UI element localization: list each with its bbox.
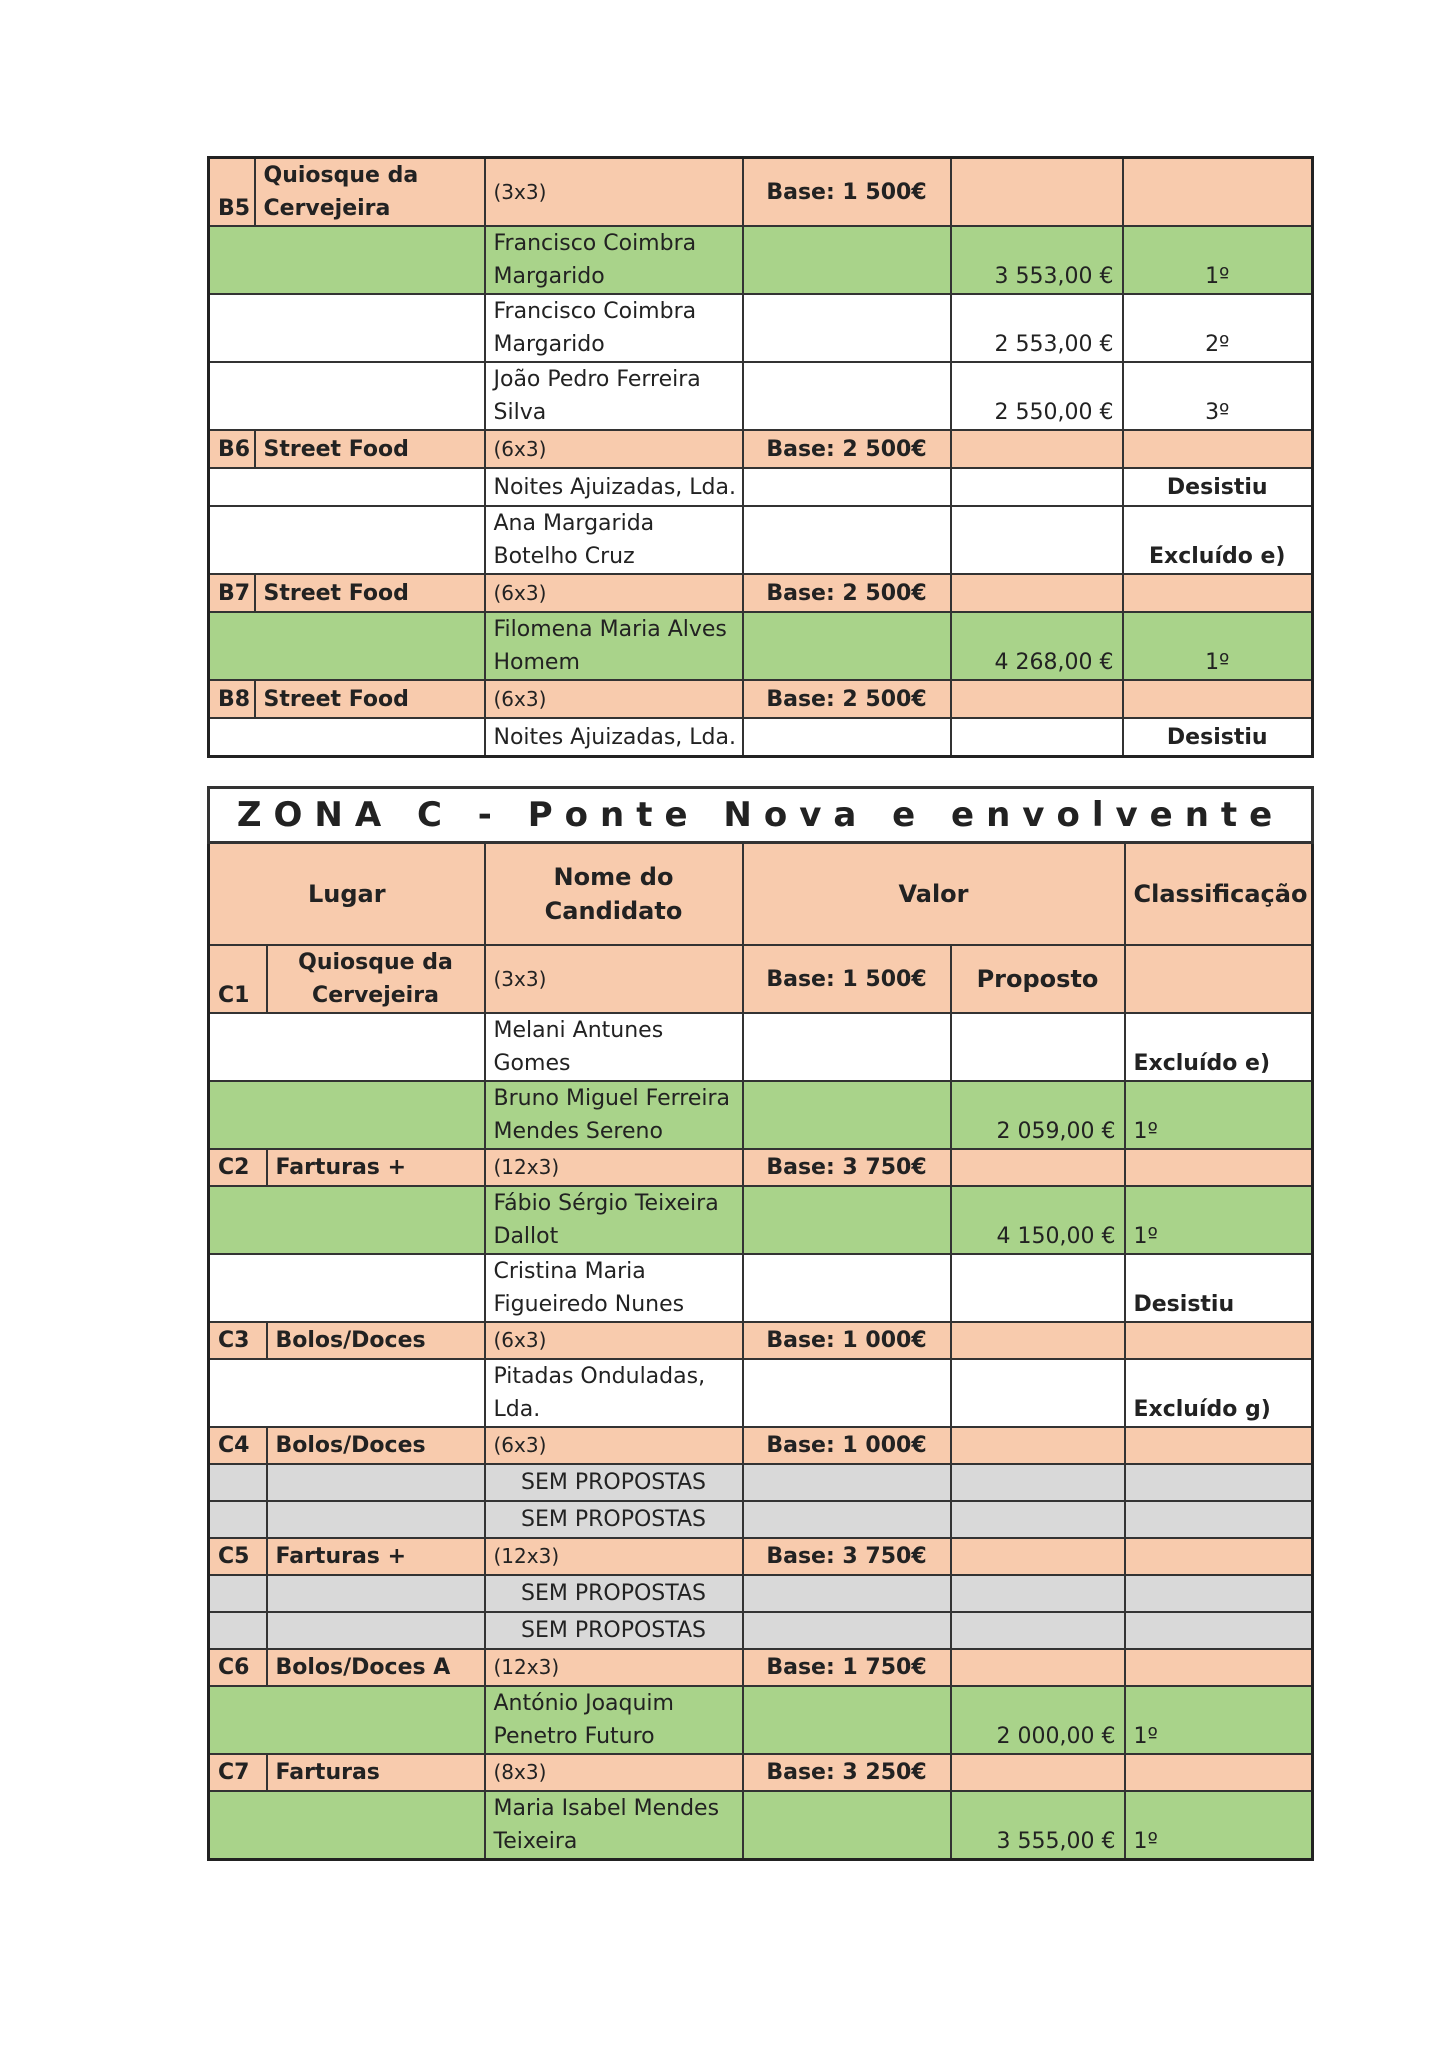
header-valor: Valor [743, 843, 1125, 946]
table-row [209, 468, 1313, 506]
header-classificacao: Classificação [1125, 843, 1313, 946]
place-name: Quiosque da Cervejeira [267, 945, 485, 1013]
table-row [209, 1538, 1313, 1575]
table-row [209, 718, 1313, 757]
table-row [209, 294, 1313, 362]
no-proposals: SEM PROPOSTAS [485, 1575, 743, 1612]
classification: 1º [1125, 1186, 1313, 1254]
table-row [209, 1149, 1313, 1186]
place-name: Bolos/Doces [267, 1322, 485, 1359]
proposed-value: 4 268,00 € [951, 612, 1123, 680]
zone-b-table [207, 156, 1314, 758]
base-value: Base: 2 500€ [743, 574, 951, 612]
table-row [209, 680, 1313, 718]
table-row [209, 506, 1313, 574]
place-name: Bolos/Doces [267, 1427, 485, 1464]
place-code: B5 [209, 158, 255, 227]
proposed-value: 3 555,00 € [951, 1791, 1125, 1860]
classification: Desistiu [1123, 718, 1313, 757]
base-value: Base: 3 750€ [743, 1538, 951, 1575]
place-name: Street Food [255, 430, 485, 468]
classification: 1º [1125, 1686, 1313, 1754]
place-dimension: (6x3) [485, 1322, 743, 1359]
base-value: Base: 3 750€ [743, 1149, 951, 1186]
candidate-name: Noites Ajuizadas, Lda. [485, 468, 743, 506]
place-dimension: (6x3) [485, 430, 743, 468]
classification: 1º [1123, 226, 1313, 294]
classification: 1º [1125, 1791, 1313, 1860]
base-value: Base: 1 750€ [743, 1649, 951, 1686]
base-value: Base: 1 000€ [743, 1322, 951, 1359]
no-proposals: SEM PROPOSTAS [485, 1464, 743, 1501]
table-row [209, 1359, 1313, 1427]
proposed-value: 2 059,00 € [951, 1081, 1125, 1149]
place-code: B8 [209, 680, 255, 718]
table-row [209, 1686, 1313, 1754]
table-row [209, 430, 1313, 468]
table-row [209, 1501, 1313, 1538]
place-code: B7 [209, 574, 255, 612]
header-nome: Nome do Candidato [485, 843, 743, 946]
place-dimension: (12x3) [485, 1538, 743, 1575]
place-dimension: (3x3) [485, 945, 743, 1013]
classification [1123, 158, 1313, 227]
table-row [209, 1754, 1313, 1791]
classification: Desistiu [1125, 1254, 1313, 1322]
classification: 2º [1123, 294, 1313, 362]
candidate-name: Filomena Maria Alves Homem [485, 612, 743, 680]
place-name: Street Food [255, 574, 485, 612]
place-code: C1 [209, 945, 267, 1013]
base-value: Base: 3 250€ [743, 1754, 951, 1791]
classification: 1º [1125, 1081, 1313, 1149]
place-dimension: (12x3) [485, 1149, 743, 1186]
candidate-name: Cristina Maria Figueiredo Nunes [485, 1254, 743, 1322]
proposed-value: 2 000,00 € [951, 1686, 1125, 1754]
place-name: Quiosque da Cervejeira [255, 158, 485, 227]
table-row [209, 945, 1313, 1013]
place-dimension: (8x3) [485, 1754, 743, 1791]
table-row [209, 1013, 1313, 1081]
base-value: Base: 2 500€ [743, 430, 951, 468]
proposed-value: 2 550,00 € [951, 362, 1123, 430]
table-row [209, 1791, 1313, 1860]
proposed-value: 4 150,00 € [951, 1186, 1125, 1254]
place-code: C6 [209, 1649, 267, 1686]
place-code: B6 [209, 430, 255, 468]
table-row [209, 1575, 1313, 1612]
table-row [209, 1081, 1313, 1149]
classification: Excluído e) [1123, 506, 1313, 574]
place-dimension: (6x3) [485, 680, 743, 718]
table-row [209, 1186, 1313, 1254]
zone-title: ZONA C - Ponte Nova e envolvente [209, 788, 1313, 843]
classification: 3º [1123, 362, 1313, 430]
candidate-name: Francisco Coimbra Margarido [485, 226, 743, 294]
classification: 1º [1123, 612, 1313, 680]
base-value: Base: 1 000€ [743, 1427, 951, 1464]
place-code: C5 [209, 1538, 267, 1575]
table-row [209, 574, 1313, 612]
table-row [209, 1427, 1313, 1464]
table-row [209, 1254, 1313, 1322]
no-proposals: SEM PROPOSTAS [485, 1501, 743, 1538]
candidate-name: Fábio Sérgio Teixeira Dallot [485, 1186, 743, 1254]
classification: Desistiu [1123, 468, 1313, 506]
table-row [209, 1612, 1313, 1649]
base-value: Base: 1 500€ [743, 158, 951, 227]
table-row [209, 1322, 1313, 1359]
place-dimension: (3x3) [485, 158, 743, 227]
candidate-name: António Joaquim Penetro Futuro [485, 1686, 743, 1754]
table-row [209, 1649, 1313, 1686]
base-value: Base: 1 500€ [743, 945, 951, 1013]
classification: Excluído e) [1125, 1013, 1313, 1081]
place-code: C4 [209, 1427, 267, 1464]
candidate-name: Bruno Miguel Ferreira Mendes Sereno [485, 1081, 743, 1149]
place-dimension: (6x3) [485, 1427, 743, 1464]
place-code: C7 [209, 1754, 267, 1791]
candidate-name: João Pedro Ferreira Silva [485, 362, 743, 430]
no-proposals: SEM PROPOSTAS [485, 1612, 743, 1649]
header-lugar: Lugar [209, 843, 485, 946]
table-row [209, 362, 1313, 430]
place-code: C2 [209, 1149, 267, 1186]
classification: Excluído g) [1125, 1359, 1313, 1427]
candidate-name: Ana Margarida Botelho Cruz [485, 506, 743, 574]
place-name: Farturas [267, 1754, 485, 1791]
place-dimension: (6x3) [485, 574, 743, 612]
place-name: Street Food [255, 680, 485, 718]
proposed-header: Proposto [951, 945, 1125, 1013]
proposed-value [951, 158, 1123, 227]
table-row [209, 612, 1313, 680]
header-row [209, 843, 1313, 946]
candidate-name: Francisco Coimbra Margarido [485, 294, 743, 362]
proposed-value: 3 553,00 € [951, 226, 1123, 294]
candidate-name: Maria Isabel Mendes Teixeira [485, 1791, 743, 1860]
proposed-value: 2 553,00 € [951, 294, 1123, 362]
candidate-name: Noites Ajuizadas, Lda. [485, 718, 743, 757]
table-row [209, 226, 1313, 294]
place-name: Farturas + [267, 1149, 485, 1186]
table-row [209, 158, 1313, 227]
place-name: Bolos/Doces A [267, 1649, 485, 1686]
place-dimension: (12x3) [485, 1649, 743, 1686]
place-name: Farturas + [267, 1538, 485, 1575]
zone-c-table [207, 786, 1314, 1861]
zone-title-row [209, 788, 1313, 843]
table-row [209, 1464, 1313, 1501]
place-code: C3 [209, 1322, 267, 1359]
base-value: Base: 2 500€ [743, 680, 951, 718]
candidate-name: Pitadas Onduladas, Lda. [485, 1359, 743, 1427]
candidate-name: Melani Antunes Gomes [485, 1013, 743, 1081]
